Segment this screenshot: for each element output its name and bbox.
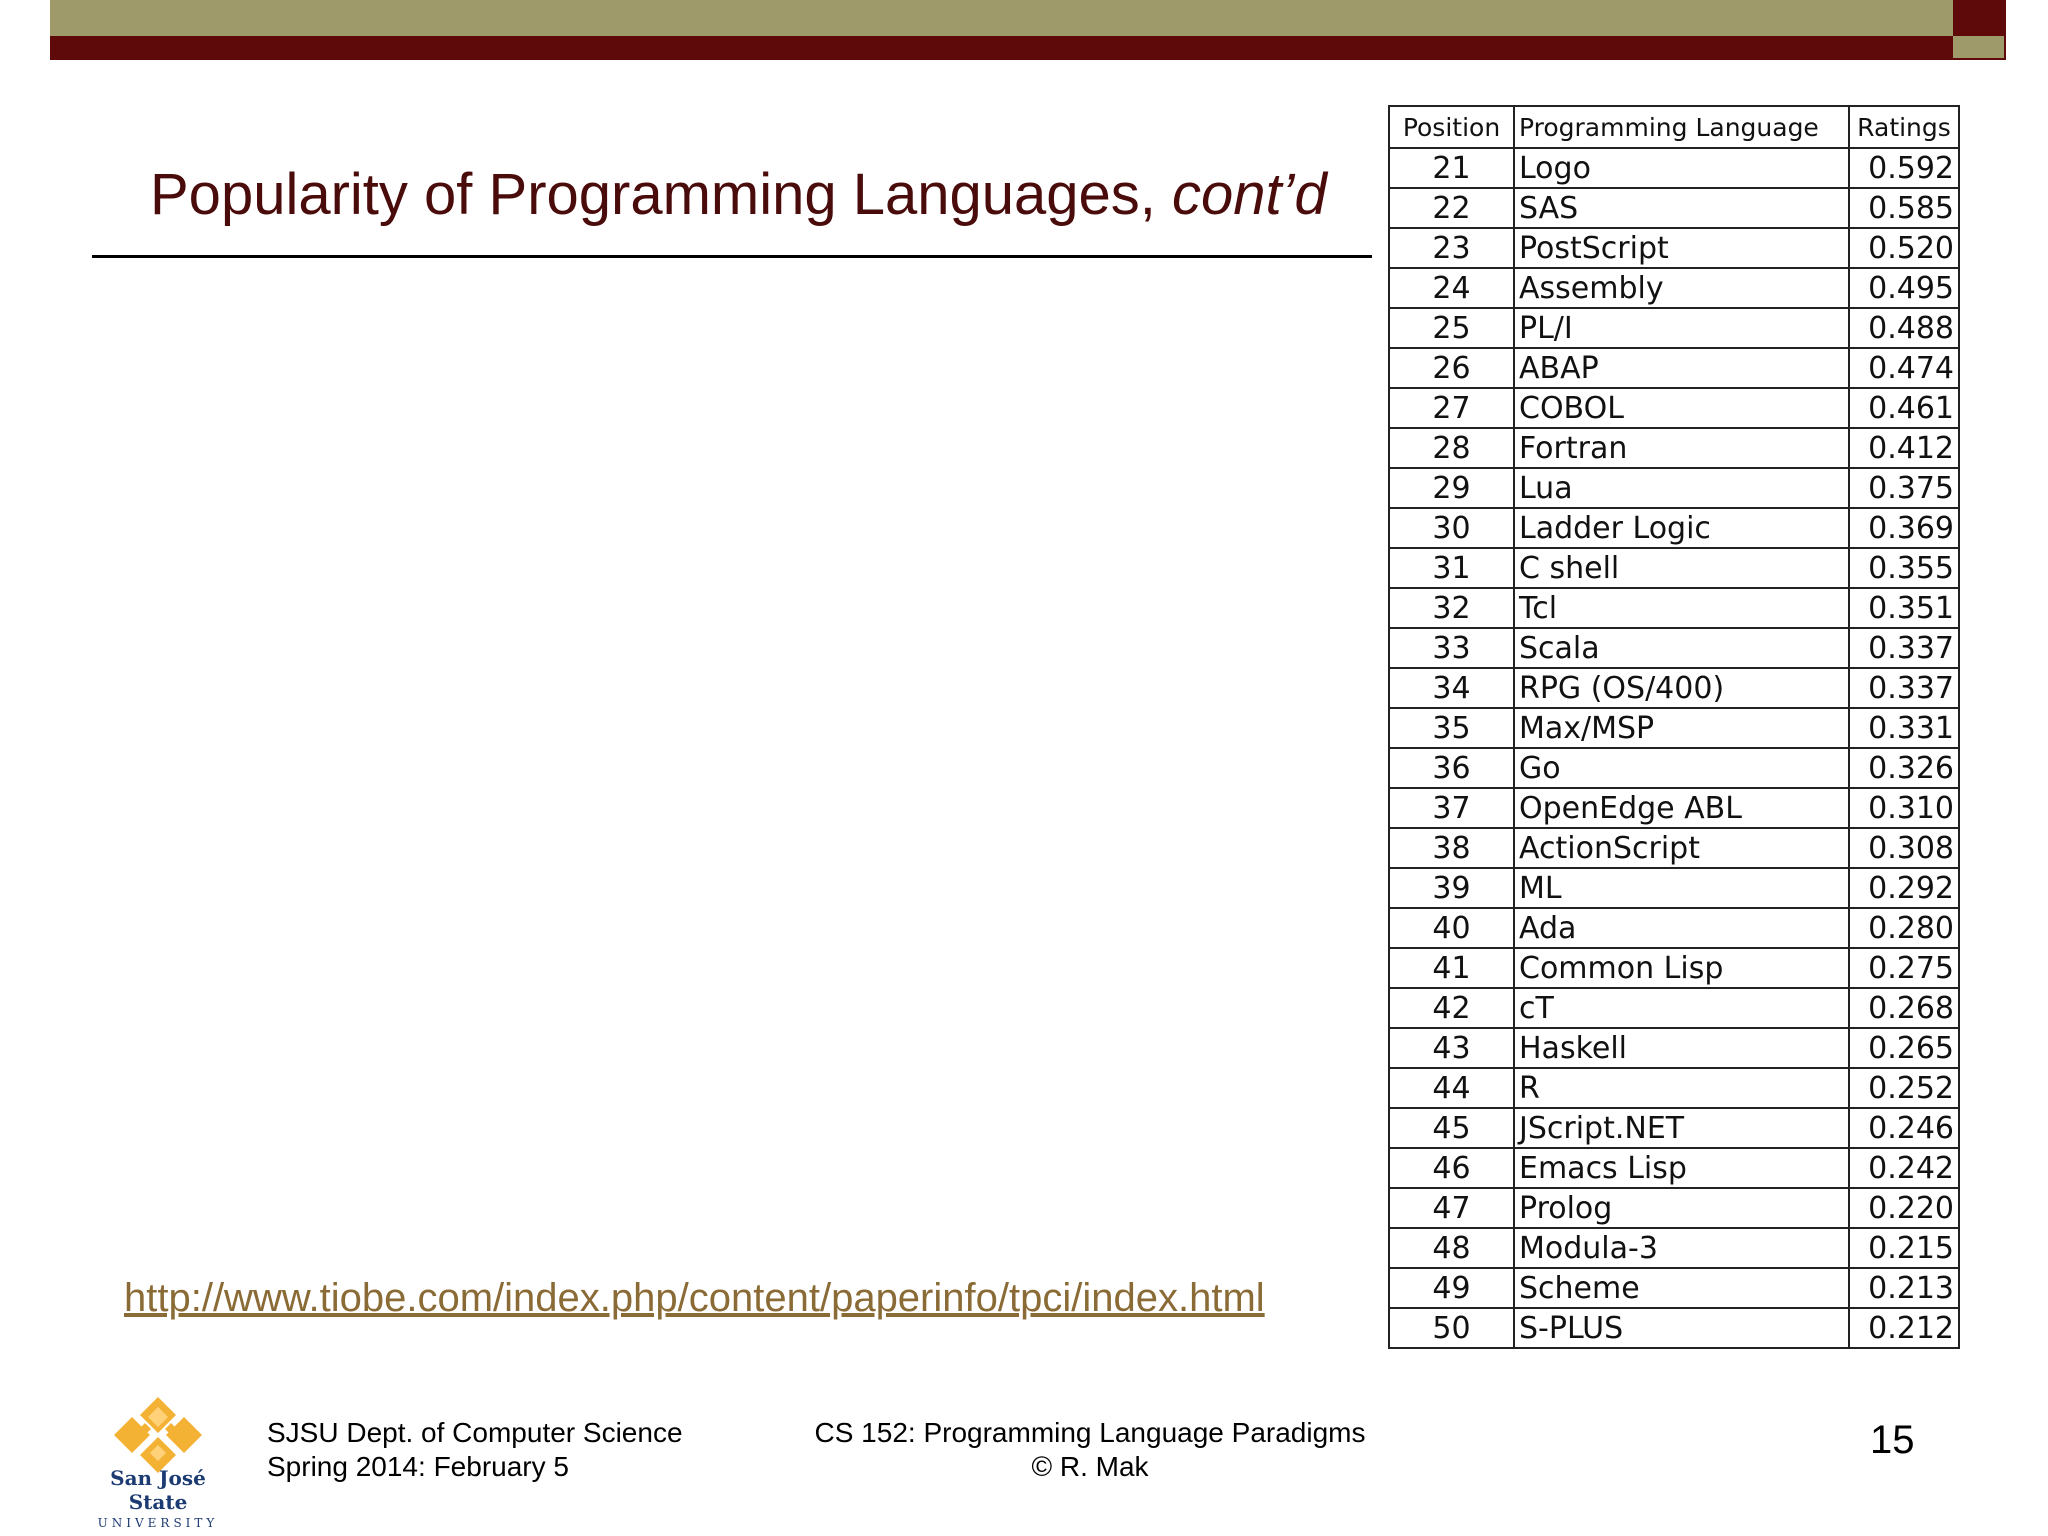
cell-rating: 0.351 (1849, 588, 1959, 628)
cell-language: Scala (1514, 628, 1849, 668)
cell-position: 37 (1389, 788, 1514, 828)
cell-position: 44 (1389, 1068, 1514, 1108)
header-band-olive (50, 0, 1953, 36)
table-row (1389, 1268, 1959, 1308)
cell-rating: 0.355 (1849, 548, 1959, 588)
table-row (1389, 388, 1959, 428)
page-number: 15 (1870, 1418, 1915, 1462)
footer-left (267, 1416, 683, 1484)
cell-position: 50 (1389, 1308, 1514, 1348)
table-row (1389, 1188, 1959, 1228)
cell-rating: 0.213 (1849, 1268, 1959, 1308)
table-row (1389, 228, 1959, 268)
cell-rating: 0.268 (1849, 988, 1959, 1028)
table-row (1389, 508, 1959, 548)
cell-position: 49 (1389, 1268, 1514, 1308)
footer-course: CS 152: Programming Language Paradigms (814, 1417, 1366, 1448)
cell-rating: 0.337 (1849, 628, 1959, 668)
cell-rating: 0.310 (1849, 788, 1959, 828)
table-row (1389, 988, 1959, 1028)
cell-language: ML (1514, 868, 1849, 908)
cell-rating: 0.520 (1849, 228, 1959, 268)
cell-rating: 0.280 (1849, 908, 1959, 948)
cell-language: Lua (1514, 468, 1849, 508)
table-row (1389, 148, 1959, 188)
sjsu-logo-wordmark (93, 1466, 223, 1530)
table-row (1389, 668, 1959, 708)
cell-position: 35 (1389, 708, 1514, 748)
cell-rating: 0.369 (1849, 508, 1959, 548)
footer-copyright: © R. Mak (1031, 1451, 1149, 1482)
cell-rating: 0.326 (1849, 748, 1959, 788)
logo-line-2: UNIVERSITY (97, 1516, 219, 1530)
ranking-table-body (1389, 148, 1959, 1348)
cell-rating: 0.292 (1849, 868, 1959, 908)
cell-language: PL/I (1514, 308, 1849, 348)
table-row (1389, 188, 1959, 228)
ranking-table (1388, 105, 1960, 1349)
table-row (1389, 708, 1959, 748)
cell-rating: 0.585 (1849, 188, 1959, 228)
cell-language: Max/MSP (1514, 708, 1849, 748)
cell-rating: 0.275 (1849, 948, 1959, 988)
table-row (1389, 908, 1959, 948)
cell-position: 23 (1389, 228, 1514, 268)
table-header-row (1389, 106, 1959, 148)
cell-position: 42 (1389, 988, 1514, 1028)
cell-rating: 0.246 (1849, 1108, 1959, 1148)
table-row (1389, 348, 1959, 388)
cell-position: 33 (1389, 628, 1514, 668)
cell-language: Emacs Lisp (1514, 1148, 1849, 1188)
cell-rating: 0.220 (1849, 1188, 1959, 1228)
table-row (1389, 548, 1959, 588)
header-band-maroon (50, 36, 1953, 60)
cell-rating: 0.337 (1849, 668, 1959, 708)
cell-language: JScript.NET (1514, 1108, 1849, 1148)
table-row (1389, 868, 1959, 908)
cell-rating: 0.252 (1849, 1068, 1959, 1108)
cell-language: S-PLUS (1514, 1308, 1849, 1348)
cell-language: OpenEdge ABL (1514, 788, 1849, 828)
cell-position: 46 (1389, 1148, 1514, 1188)
cell-language: Scheme (1514, 1268, 1849, 1308)
cell-rating: 0.308 (1849, 828, 1959, 868)
cell-language: PostScript (1514, 228, 1849, 268)
cell-position: 31 (1389, 548, 1514, 588)
cell-position: 26 (1389, 348, 1514, 388)
cell-rating: 0.474 (1849, 348, 1959, 388)
cell-rating: 0.331 (1849, 708, 1959, 748)
cell-language: SAS (1514, 188, 1849, 228)
cell-rating: 0.375 (1849, 468, 1959, 508)
cell-rating: 0.495 (1849, 268, 1959, 308)
cell-rating: 0.242 (1849, 1148, 1959, 1188)
cell-language: Ada (1514, 908, 1849, 948)
cell-language: RPG (OS/400) (1514, 668, 1849, 708)
cell-rating: 0.488 (1849, 308, 1959, 348)
table-row (1389, 1068, 1959, 1108)
title-underline (92, 255, 1372, 258)
cell-rating: 0.592 (1849, 148, 1959, 188)
cell-rating: 0.212 (1849, 1308, 1959, 1348)
cell-language: R (1514, 1068, 1849, 1108)
table-row (1389, 788, 1959, 828)
table-row (1389, 1228, 1959, 1268)
header-ratings: Ratings (1849, 106, 1959, 148)
cell-position: 25 (1389, 308, 1514, 348)
cell-position: 27 (1389, 388, 1514, 428)
cell-position: 39 (1389, 868, 1514, 908)
cell-language: ActionScript (1514, 828, 1849, 868)
source-link[interactable]: http://www.tiobe.com/index.php/content/paperinfo/tpci/index.html (124, 1276, 1265, 1320)
cell-position: 34 (1389, 668, 1514, 708)
cell-rating: 0.265 (1849, 1028, 1959, 1068)
header-position: Position (1389, 106, 1514, 148)
cell-position: 24 (1389, 268, 1514, 308)
cell-position: 48 (1389, 1228, 1514, 1268)
footer-center (790, 1416, 1390, 1484)
cell-rating: 0.412 (1849, 428, 1959, 468)
cell-language: COBOL (1514, 388, 1849, 428)
cell-position: 30 (1389, 508, 1514, 548)
table-row (1389, 308, 1959, 348)
cell-position: 22 (1389, 188, 1514, 228)
cell-position: 29 (1389, 468, 1514, 508)
cell-language: ABAP (1514, 348, 1849, 388)
table-row (1389, 828, 1959, 868)
cell-language: Ladder Logic (1514, 508, 1849, 548)
cell-position: 38 (1389, 828, 1514, 868)
cell-position: 32 (1389, 588, 1514, 628)
logo-line-1: San José State (110, 1466, 206, 1514)
footer-dept: SJSU Dept. of Computer Science (267, 1417, 683, 1448)
cell-position: 40 (1389, 908, 1514, 948)
slide-title-main: Popularity of Programming Languages, (150, 162, 1173, 227)
cell-rating: 0.215 (1849, 1228, 1959, 1268)
table-row (1389, 268, 1959, 308)
table-row (1389, 1028, 1959, 1068)
table-row (1389, 468, 1959, 508)
cell-language: Logo (1514, 148, 1849, 188)
footer-date: Spring 2014: February 5 (267, 1451, 569, 1482)
slide-title-emphasis: cont’d (1172, 162, 1327, 227)
header-corner-frame (1953, 0, 2006, 60)
cell-language: Go (1514, 748, 1849, 788)
cell-language: Prolog (1514, 1188, 1849, 1228)
cell-language: C shell (1514, 548, 1849, 588)
cell-language: cT (1514, 988, 1849, 1028)
cell-position: 47 (1389, 1188, 1514, 1228)
cell-position: 43 (1389, 1028, 1514, 1068)
table-row (1389, 748, 1959, 788)
cell-position: 36 (1389, 748, 1514, 788)
cell-position: 41 (1389, 948, 1514, 988)
table-row (1389, 628, 1959, 668)
cell-language: Modula-3 (1514, 1228, 1849, 1268)
header-language: Programming Language (1514, 106, 1849, 148)
cell-language: Common Lisp (1514, 948, 1849, 988)
table-row (1389, 948, 1959, 988)
cell-language: Assembly (1514, 268, 1849, 308)
cell-language: Tcl (1514, 588, 1849, 628)
cell-position: 28 (1389, 428, 1514, 468)
cell-position: 21 (1389, 148, 1514, 188)
cell-language: Fortran (1514, 428, 1849, 468)
cell-rating: 0.461 (1849, 388, 1959, 428)
table-row (1389, 428, 1959, 468)
cell-position: 45 (1389, 1108, 1514, 1148)
cell-language: Haskell (1514, 1028, 1849, 1068)
slide-title (150, 160, 1327, 230)
table-row (1389, 1308, 1959, 1348)
table-row (1389, 1108, 1959, 1148)
logo-tower-mark (114, 1397, 202, 1473)
table-row (1389, 1148, 1959, 1188)
table-row (1389, 588, 1959, 628)
